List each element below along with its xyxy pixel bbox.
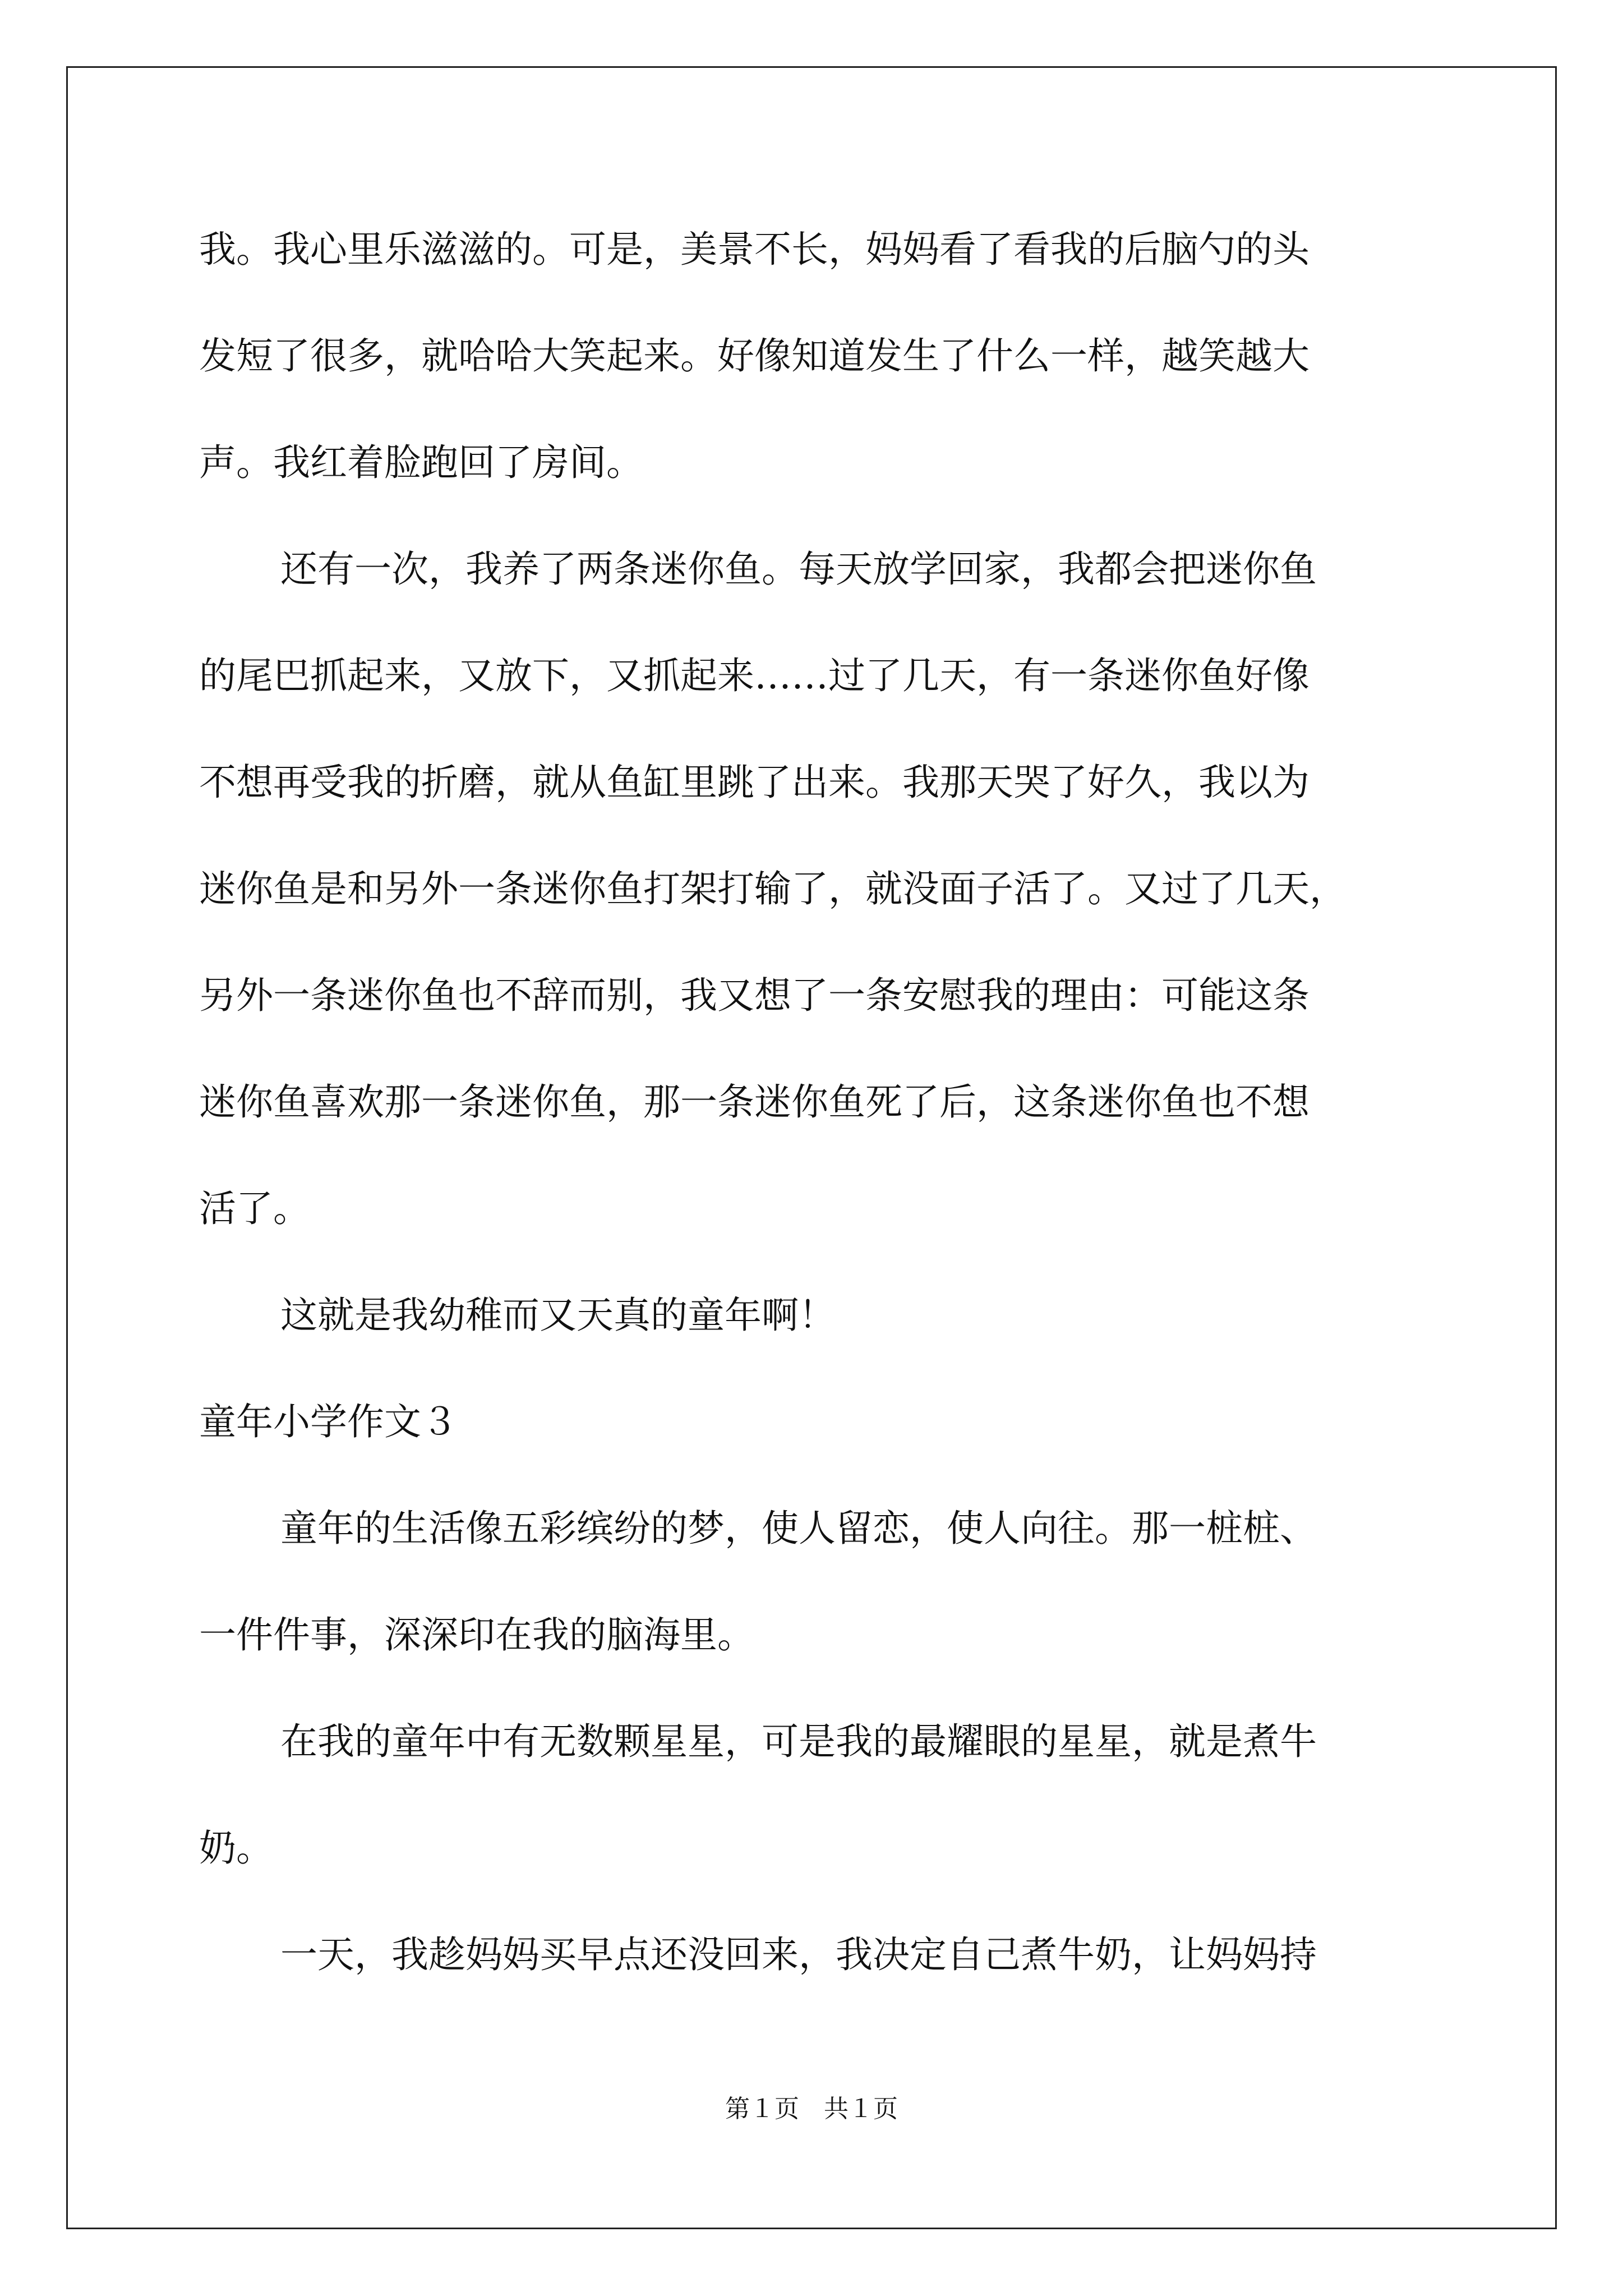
paragraph-first-line: 一天，我趁妈妈买早点还没回来，我决定自己煮牛奶，让妈妈持 bbox=[280, 1933, 1317, 1976]
paragraph-first-line: 这就是我幼稚而又天真的童年啊！ bbox=[280, 1294, 836, 1337]
text-line: 另外一条迷你鱼也不辞而别，我又想了一条安慰我的理由：可能这条 bbox=[199, 974, 1310, 1017]
text-line: 的尾巴抓起来，又放下，又抓起来……过了几天，有一条迷你鱼好像 bbox=[199, 654, 1310, 697]
section-heading: 童年小学作文３ bbox=[199, 1400, 458, 1443]
text-line: 不想再受我的折磨，就从鱼缸里跳了出来。我那天哭了好久，我以为 bbox=[199, 761, 1310, 804]
text-line: 我。我心里乐滋滋的。可是，美景不长，妈妈看了看我的后脑勺的头 bbox=[199, 228, 1310, 271]
text-line: 发短了很多，就哈哈大笑起来。好像知道发生了什么一样，越笑越大 bbox=[199, 334, 1310, 378]
page-footer: 第１页 共１页 bbox=[725, 2095, 898, 2123]
paragraph-first-line: 在我的童年中有无数颗星星，可是我的最耀眼的星星，就是煮牛 bbox=[280, 1720, 1317, 1763]
text-line: 声。我红着脸跑回了房间。 bbox=[199, 441, 643, 484]
text-line: 奶。 bbox=[199, 1826, 273, 1870]
paragraph-first-line: 还有一次，我养了两条迷你鱼。每天放学回家，我都会把迷你鱼 bbox=[280, 547, 1317, 591]
text-line: 活了。 bbox=[199, 1187, 310, 1230]
page-border bbox=[66, 66, 1557, 2229]
text-line: 迷你鱼是和另外一条迷你鱼打架打输了，就没面子活了。又过了几天， bbox=[199, 867, 1347, 910]
text-line: 一件件事，深深印在我的脑海里。 bbox=[199, 1613, 754, 1657]
text-line: 迷你鱼喜欢那一条迷你鱼，那一条迷你鱼死了后，这条迷你鱼也不想 bbox=[199, 1080, 1310, 1124]
paragraph-first-line: 童年的生活像五彩缤纷的梦，使人留恋，使人向往。那一桩桩、 bbox=[280, 1507, 1317, 1550]
